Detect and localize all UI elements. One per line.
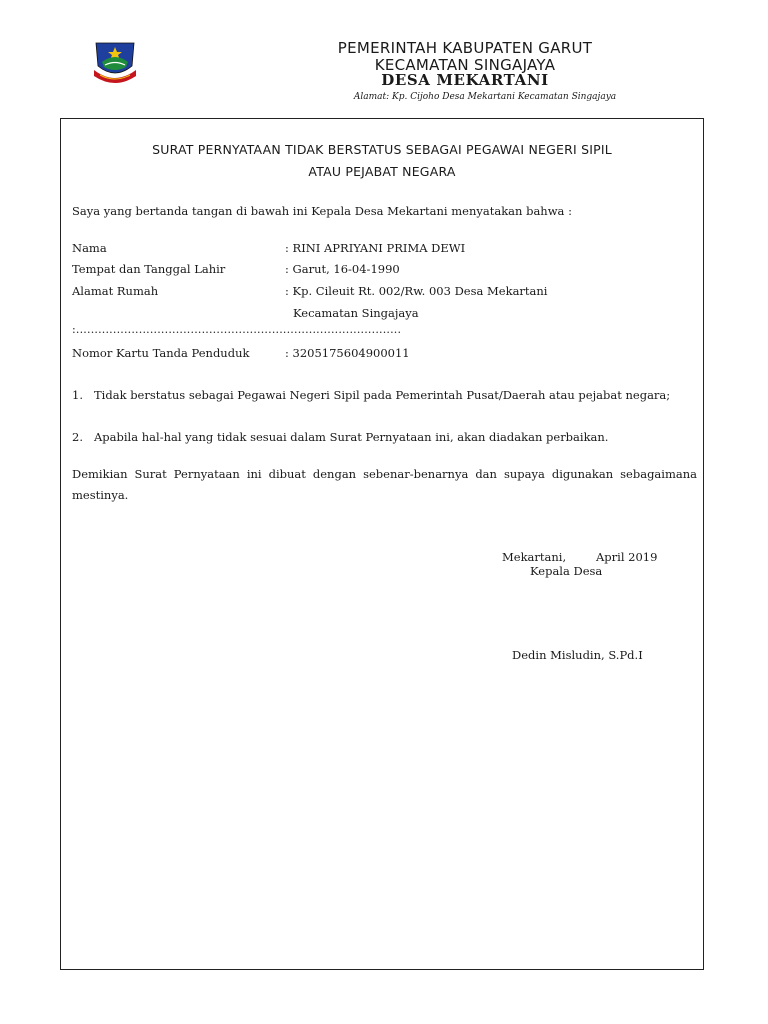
field-value-nik: : 3205175604900011 (285, 346, 410, 360)
point-number-1: 1. (72, 388, 83, 402)
signature-place: Mekartani, (502, 550, 567, 564)
field-label-nik: Nomor Kartu Tanda Penduduk (72, 346, 250, 360)
field-value-birth: : Garut, 16-04-1990 (285, 262, 400, 276)
field-label-address: Alamat Rumah (72, 284, 159, 298)
document-title-line2: ATAU PEJABAT NEGARA (308, 164, 456, 179)
field-value-address: : Kp. Cileuit Rt. 002/Rw. 003 Desa Mekartani (285, 284, 548, 298)
header-address: Alamat: Kp. Cijoho Desa Mekartani Kecamatan Singajaya (353, 92, 617, 102)
field-label-name: Nama (72, 241, 107, 255)
point-text-2: Apabila hal-hal yang tidak sesuai dalam Surat Pernyataan ini, akan diadakan perbaikan. (94, 430, 609, 444)
document-title-line1: SURAT PERNYATAAN TIDAK BERSTATUS SEBAGAI PEGAWAI NEGERI SIPIL (152, 142, 612, 157)
header-village: DESA MEKARTANI (381, 71, 549, 89)
header-district: KECAMATAN SINGAJAYA (374, 56, 556, 74)
regency-emblem-icon (92, 40, 138, 84)
header-government: PEMERINTAH KABUPATEN GARUT (337, 39, 593, 57)
field-value-name: : RINI APRIYANI PRIMA DEWI (285, 241, 466, 255)
field-value-address-cont: Kecamatan Singajaya (293, 306, 419, 320)
signature-date: April 2019 (596, 550, 658, 564)
point-number-2: 2. (72, 430, 83, 444)
intro-text: Saya yang bertanda tangan di bawah ini Kepala Desa Mekartani menyatakan bahwa : (72, 204, 572, 218)
point-text-1: Tidak berstatus sebagai Pegawai Negeri Sipil pada Pemerintah Pusat/Daerah atau pejabat negara; (94, 388, 671, 402)
dotted-line: :........................................................................................ (72, 323, 402, 336)
field-label-birth: Tempat dan Tanggal Lahir (72, 262, 226, 276)
signature-name: Dedin Misludin, S.Pd.I (512, 648, 643, 662)
signature-role: Kepala Desa (530, 564, 603, 578)
closing-text: Demikian Surat Pernyataan ini dibuat dengan sebenar-benarnya dan supaya digunakan sebagaimana mestinya. (72, 467, 697, 502)
